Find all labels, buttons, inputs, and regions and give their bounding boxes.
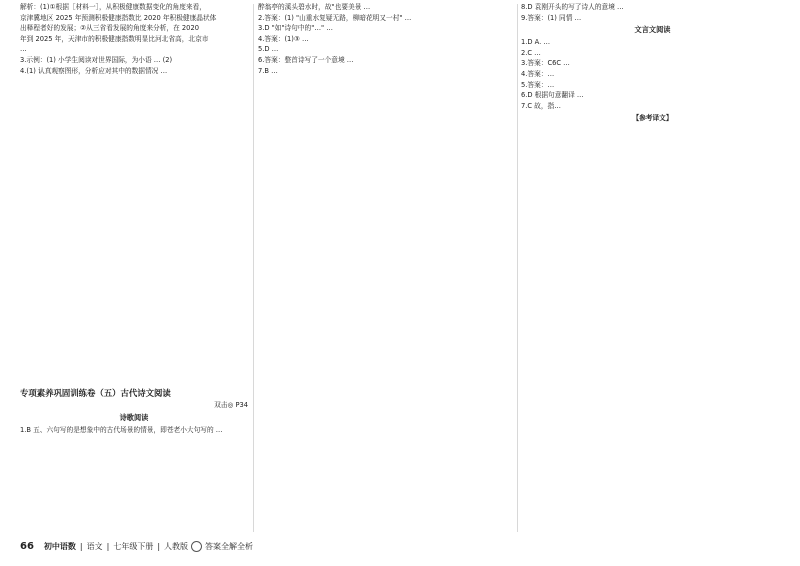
- column-left: [20, 2, 248, 435]
- text-line: 1.D A. …: [521, 38, 551, 47]
- separator: |: [157, 541, 161, 551]
- text-line: 4.答案：(1)③ …: [258, 34, 309, 43]
- answer-tag: 答案全解全析: [205, 541, 254, 551]
- reference-translation-title: 【参考译文】: [632, 114, 673, 123]
- column-divider: [253, 4, 254, 532]
- section-tag: 双击◎ P34: [214, 401, 248, 410]
- subject: 语文: [86, 541, 103, 551]
- text-line: 3.示例：(1) 小学生阅读对世界国际，为小语 … (2): [20, 55, 173, 64]
- text-line: 出释程者好的发展；②从三省看发展的角度来分析，在 2020: [20, 24, 199, 33]
- text-line: 3.答案：C6C …: [521, 59, 570, 68]
- column-divider: [517, 4, 518, 532]
- text-line: 2.答案：(1) "山重水复疑无路，柳暗花明又一村" …: [258, 13, 412, 22]
- text-line: 5.D …: [258, 45, 279, 54]
- section-title: 专项素养巩固训练卷（五）古代诗文阅读: [20, 388, 171, 399]
- text-line: 8.D 袁刚开头的写了诗人的意境 …: [521, 3, 624, 11]
- publisher-logo-icon: [191, 541, 202, 552]
- separator: |: [79, 541, 83, 551]
- publisher: 人教版: [164, 541, 189, 551]
- text-line: 9.答案：(1) 同情 …: [521, 13, 582, 22]
- text-line: 4.(1) 认真观察图形，分析应对其中的数据情况 …: [20, 66, 168, 75]
- text-line: 6.D 根据句意翻译 …: [521, 91, 584, 100]
- text-line: 4.答案：…: [521, 69, 555, 78]
- sub-title: 诗歌阅读: [119, 412, 149, 422]
- column-right: [521, 2, 784, 124]
- page-footer: [20, 538, 780, 554]
- body-text-block: [20, 76, 248, 384]
- separator: |: [106, 541, 110, 551]
- text-line: 3.D "如"诗句中的"…" …: [258, 24, 333, 33]
- grade: 七年级下册: [113, 541, 154, 551]
- text-line: 6.答案：整首诗写了一个意境 …: [258, 55, 354, 64]
- text-line: 解析：(1)①根据［材料一］，从积极健康数据变化的角度来看，: [20, 3, 206, 11]
- text-line: 1.B 五、六句写的是想象中的古代场景的情景，即苍老小大句写的 …: [20, 425, 223, 434]
- text-line: 7.B …: [258, 66, 278, 75]
- text-line: 年到 2025 年，天津市的积极健康指数明显比河北省高，北京市: [20, 34, 209, 43]
- sub-title: 文言文阅读: [634, 25, 671, 35]
- text-line: 醉翁亭的溪头碧水时，故"也要美景 …: [258, 3, 371, 11]
- text-line: 7.C 故，指…: [521, 101, 561, 110]
- book-title: 初中语数: [43, 541, 76, 551]
- column-middle: [258, 2, 514, 76]
- text-line: 京津冀地区 2025 年预测积极健康指数比 2020 年积极健康晶状体: [20, 13, 217, 22]
- text-line: 2.C …: [521, 48, 541, 57]
- text-line: …: [20, 45, 27, 54]
- text-line: 5.答案：…: [521, 80, 555, 89]
- page-number: 66: [20, 540, 34, 552]
